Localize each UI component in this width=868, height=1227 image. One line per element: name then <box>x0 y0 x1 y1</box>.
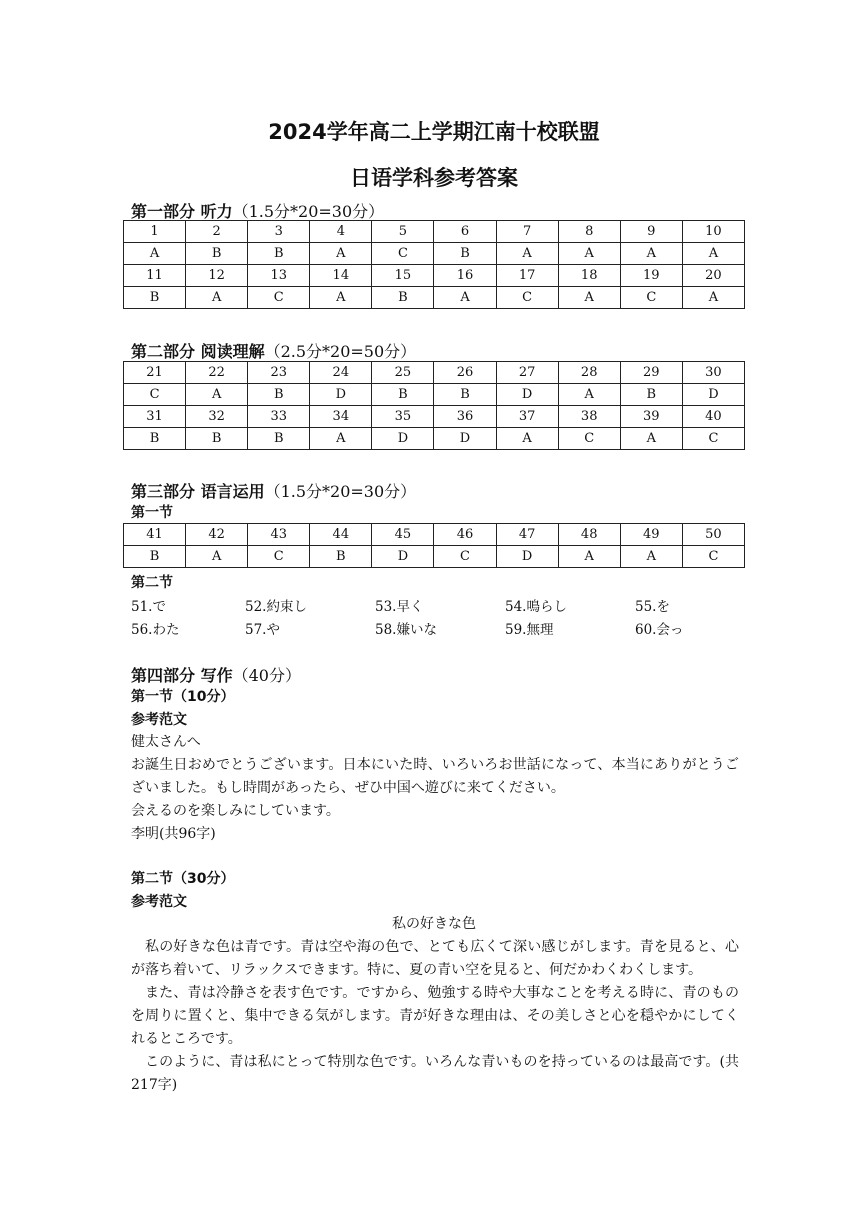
question-number-cell: 3 <box>248 221 310 243</box>
part1-score: （1.5分*20=30分） <box>232 202 385 221</box>
answer-cell: A <box>620 546 682 568</box>
question-number-cell: 45 <box>372 524 434 546</box>
answer-cell: A <box>434 287 496 309</box>
answer-row <box>124 428 745 450</box>
part4-score: （40分） <box>232 666 301 685</box>
part3-heading <box>131 479 416 502</box>
letter-body: お誕生日おめでとうございます。日本にいた時、いろいろお世話になって、本当にありがとうございました。もし時間があったら、ぜひ中国へ遊びに来てください。 <box>131 757 739 796</box>
question-number-cell: 50 <box>682 524 744 546</box>
question-number-cell: 7 <box>496 221 558 243</box>
answer-cell: C <box>124 384 186 406</box>
question-number-cell: 48 <box>558 524 620 546</box>
question-number-cell: 38 <box>558 406 620 428</box>
part3-section1-label: 第一节 <box>131 505 173 521</box>
answer-cell: A <box>496 243 558 265</box>
answer-cell: B <box>248 428 310 450</box>
blank-answer: 57.や <box>245 622 280 638</box>
part2-heading-label: 第二部分 阅读理解 <box>131 342 265 361</box>
question-number-cell: 5 <box>372 221 434 243</box>
essay-paragraph: 私の好きな色は青です。青は空や海の色で、とても広くて深い感じがします。青を見ると、心が落ち着いて、リラックスできます。特に、夏の青い空を見ると、何だかわくわくします。 <box>131 939 739 978</box>
part4-section1-label: 第一节（10分） <box>131 689 235 705</box>
question-number-cell: 26 <box>434 362 496 384</box>
answer-cell: B <box>124 546 186 568</box>
answer-cell: A <box>310 428 372 450</box>
part4-reference-label-1: 参考范文 <box>131 712 187 728</box>
question-number-cell: 2 <box>186 221 248 243</box>
blank-answer: 52.約束し <box>245 599 307 615</box>
answer-cell: B <box>620 384 682 406</box>
answer-cell: C <box>248 287 310 309</box>
question-number-cell: 15 <box>372 265 434 287</box>
question-number-cell: 31 <box>124 406 186 428</box>
answer-cell: A <box>620 428 682 450</box>
answer-cell: C <box>620 287 682 309</box>
question-number-cell: 46 <box>434 524 496 546</box>
question-number-cell: 24 <box>310 362 372 384</box>
answer-cell: D <box>496 384 558 406</box>
sample-letter <box>131 731 739 846</box>
blank-answer: 56.わた <box>131 622 180 638</box>
question-number-cell: 33 <box>248 406 310 428</box>
answer-cell: C <box>682 428 744 450</box>
question-number-cell: 49 <box>620 524 682 546</box>
question-number-cell: 47 <box>496 524 558 546</box>
part2-answer-table <box>123 361 745 450</box>
answer-cell: A <box>186 546 248 568</box>
essay-paragraph: このように、青は私にとって特別な色です。いろんな青いものを持っているのは最高です。(共217字) <box>131 1054 739 1093</box>
blank-answer: 54.鳴らし <box>505 599 567 615</box>
answer-cell: B <box>434 384 496 406</box>
answer-cell: D <box>496 546 558 568</box>
letter-greeting: 健太さんへ <box>131 734 201 750</box>
answer-row <box>124 287 745 309</box>
answer-cell: D <box>372 546 434 568</box>
answer-cell: A <box>310 287 372 309</box>
question-number-cell: 25 <box>372 362 434 384</box>
answer-cell: C <box>372 243 434 265</box>
blank-answer: 58.嫌いな <box>375 622 437 638</box>
question-number-cell: 22 <box>186 362 248 384</box>
answer-cell: A <box>620 243 682 265</box>
part2-score: （2.5分*20=50分） <box>264 342 417 361</box>
answer-cell: C <box>682 546 744 568</box>
answer-cell: C <box>558 428 620 450</box>
answer-cell: C <box>496 287 558 309</box>
sample-essay <box>131 936 739 1097</box>
question-number-cell: 44 <box>310 524 372 546</box>
question-number-cell: 11 <box>124 265 186 287</box>
question-number-cell: 36 <box>434 406 496 428</box>
question-number-cell: 37 <box>496 406 558 428</box>
question-number-cell: 32 <box>186 406 248 428</box>
letter-signature: 李明(共96字) <box>131 826 216 842</box>
answer-cell: B <box>186 428 248 450</box>
part3-heading-label: 第三部分 语言运用 <box>131 482 265 501</box>
answer-cell: A <box>124 243 186 265</box>
question-number-cell: 30 <box>682 362 744 384</box>
answer-cell: A <box>558 384 620 406</box>
part3-section2-label: 第二节 <box>131 575 173 591</box>
question-number-row <box>124 524 745 546</box>
part2-heading <box>131 339 416 362</box>
part4-reference-label-2: 参考范文 <box>131 894 187 910</box>
question-number-row <box>124 362 745 384</box>
question-number-cell: 34 <box>310 406 372 428</box>
question-number-cell: 20 <box>682 265 744 287</box>
essay-paragraph: また、青は冷静さを表す色です。ですから、勉強する時や大事なことを考える時に、青のものを周りに置くと、集中できる気がします。青が好きな理由は、その美しさと心を穏やかにしてくれるところです。 <box>131 985 739 1047</box>
answer-row <box>124 384 745 406</box>
answer-cell: D <box>310 384 372 406</box>
question-number-cell: 4 <box>310 221 372 243</box>
part1-heading <box>131 199 384 222</box>
question-number-cell: 10 <box>682 221 744 243</box>
answer-row <box>124 243 745 265</box>
question-number-row <box>124 221 745 243</box>
answer-cell: A <box>496 428 558 450</box>
answer-cell: A <box>558 546 620 568</box>
question-number-cell: 41 <box>124 524 186 546</box>
answer-cell: B <box>434 243 496 265</box>
question-number-cell: 28 <box>558 362 620 384</box>
answer-cell: B <box>372 287 434 309</box>
answer-cell: B <box>372 384 434 406</box>
part4-heading-label: 第四部分 写作 <box>131 666 233 685</box>
question-number-cell: 35 <box>372 406 434 428</box>
essay-title: 私の好きな色 <box>392 916 476 932</box>
answer-cell: B <box>124 428 186 450</box>
question-number-cell: 42 <box>186 524 248 546</box>
question-number-cell: 1 <box>124 221 186 243</box>
blank-answer: 53.早く <box>375 599 424 615</box>
question-number-cell: 27 <box>496 362 558 384</box>
question-number-cell: 29 <box>620 362 682 384</box>
question-number-cell: 18 <box>558 265 620 287</box>
question-number-cell: 16 <box>434 265 496 287</box>
answer-cell: A <box>310 243 372 265</box>
part4-heading <box>131 663 301 686</box>
answer-cell: B <box>186 243 248 265</box>
blank-answer: 60.会っ <box>635 622 684 638</box>
question-number-cell: 9 <box>620 221 682 243</box>
question-number-cell: 12 <box>186 265 248 287</box>
answer-cell: A <box>682 243 744 265</box>
part1-answer-table <box>123 220 745 309</box>
blank-answer: 55.を <box>635 599 670 615</box>
answer-cell: D <box>434 428 496 450</box>
answer-cell: C <box>248 546 310 568</box>
letter-closing: 会えるのを楽しみにしています。 <box>131 803 340 819</box>
question-number-cell: 19 <box>620 265 682 287</box>
answer-cell: B <box>310 546 372 568</box>
blank-answer: 59.無理 <box>505 622 554 638</box>
part1-heading-label: 第一部分 听力 <box>131 202 233 221</box>
question-number-cell: 40 <box>682 406 744 428</box>
answer-cell: A <box>682 287 744 309</box>
page-title: 2024学年高二上学期江南十校联盟 <box>268 120 600 144</box>
answer-cell: A <box>558 243 620 265</box>
answer-cell: A <box>558 287 620 309</box>
blank-answer: 51.で <box>131 599 166 615</box>
answer-cell: A <box>186 384 248 406</box>
question-number-cell: 21 <box>124 362 186 384</box>
part3-score: （1.5分*20=30分） <box>264 482 417 501</box>
answer-cell: A <box>186 287 248 309</box>
part3-answer-table <box>123 523 745 568</box>
question-number-cell: 13 <box>248 265 310 287</box>
question-number-row <box>124 406 745 428</box>
question-number-cell: 6 <box>434 221 496 243</box>
answer-row <box>124 546 745 568</box>
part4-section2-label: 第二节（30分） <box>131 871 235 887</box>
answer-cell: B <box>248 243 310 265</box>
answer-cell: B <box>248 384 310 406</box>
answer-cell: C <box>434 546 496 568</box>
question-number-cell: 39 <box>620 406 682 428</box>
question-number-cell: 43 <box>248 524 310 546</box>
question-number-cell: 23 <box>248 362 310 384</box>
question-number-cell: 8 <box>558 221 620 243</box>
question-number-cell: 14 <box>310 265 372 287</box>
answer-cell: B <box>124 287 186 309</box>
question-number-cell: 17 <box>496 265 558 287</box>
question-number-row <box>124 265 745 287</box>
answer-cell: D <box>372 428 434 450</box>
answer-cell: D <box>682 384 744 406</box>
page-subtitle: 日语学科参考答案 <box>350 166 518 190</box>
